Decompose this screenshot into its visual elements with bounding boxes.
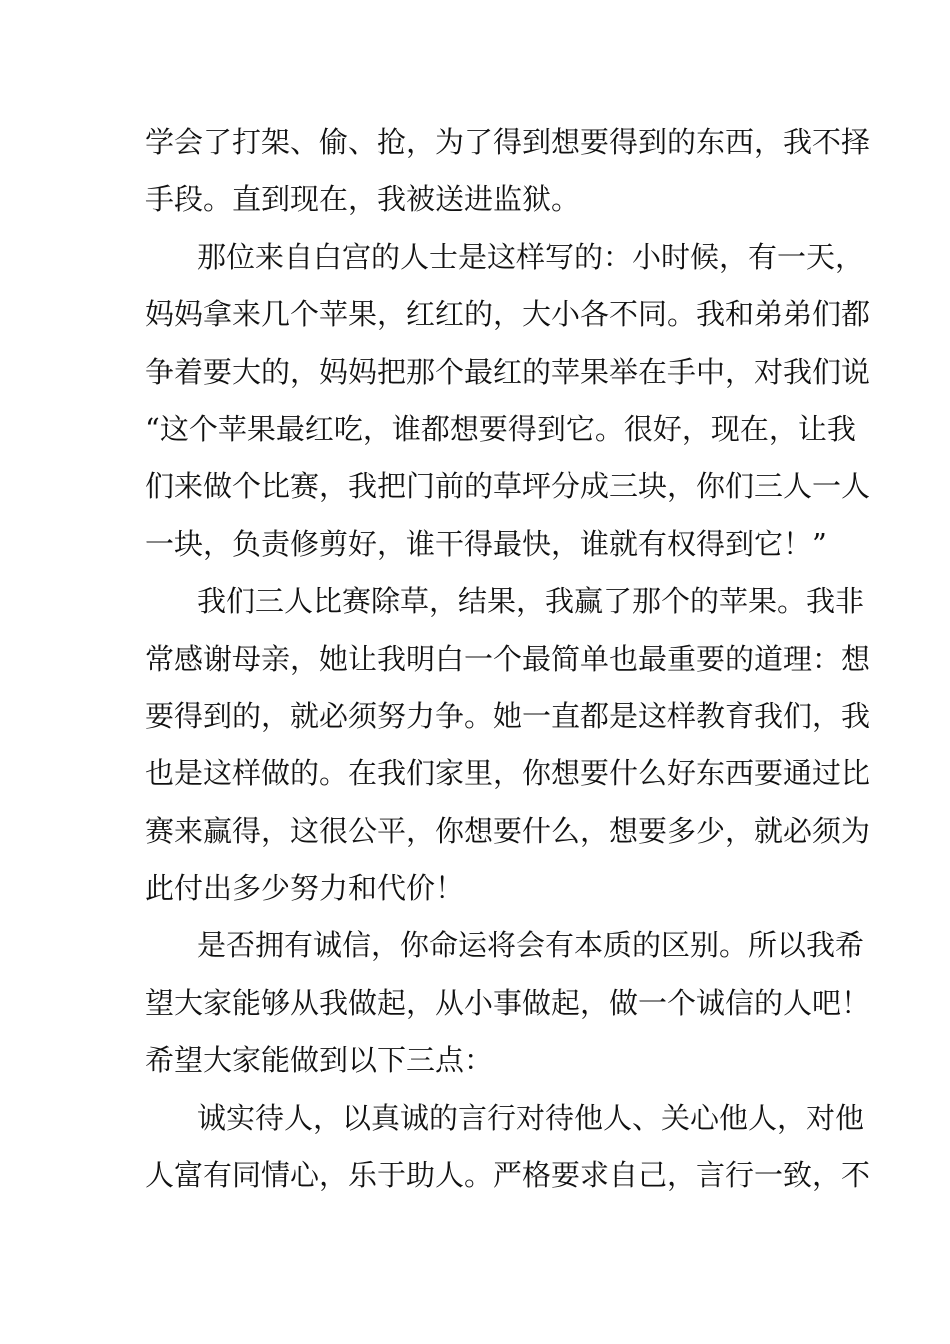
text-line: 我们三人比赛除草，结果，我赢了那个的苹果。我非 bbox=[197, 584, 865, 619]
text-line: 争着要大的，妈妈把那个最红的苹果举在手中，对我们说 bbox=[145, 354, 871, 389]
text-line: 此付出多少努力和代价！ bbox=[145, 871, 465, 906]
text-line: 那位来自白宫的人士是这样写的：小时候，有一天， bbox=[197, 239, 865, 274]
text-line: 也是这样做的。在我们家里，你想要什么好东西要通过比 bbox=[145, 756, 871, 791]
paragraph-1 bbox=[145, 114, 871, 229]
text-line: 学会了打架、偷、抢，为了得到想要得到的东西，我不择 bbox=[145, 125, 871, 159]
paragraph-2 bbox=[145, 229, 871, 573]
text-line: 希望大家能做到以下三点： bbox=[145, 1043, 494, 1078]
text-line: 常感谢母亲，她让我明白一个最简单也最重要的道理：想 bbox=[145, 641, 871, 676]
text-line: 手段。直到现在，我被送进监狱。 bbox=[145, 182, 581, 217]
text-line: 妈妈拿来几个苹果，红红的，大小各不同。我和弟弟们都 bbox=[145, 297, 871, 332]
text-line: “这个苹果最红吃，谁都想要得到它。很好，现在，让我 bbox=[145, 411, 856, 446]
text-line: 赛来赢得，这很公平，你想要什么，想要多少，就必须为 bbox=[145, 813, 871, 848]
body-text bbox=[145, 114, 871, 1204]
text-line: 望大家能够从我做起，从小事做起，做一个诚信的人吧！ bbox=[145, 985, 871, 1020]
text-line: 诚实待人，以真诚的言行对待他人、关心他人，对他 bbox=[197, 1100, 865, 1135]
paragraph-5 bbox=[145, 1090, 871, 1205]
text-line: 人富有同情心，乐于助人。严格要求自己，言行一致，不 bbox=[145, 1158, 871, 1193]
text-line: 要得到的，就必须努力争。她一直都是这样教育我们，我 bbox=[145, 698, 871, 733]
paragraph-4 bbox=[145, 917, 871, 1089]
paragraph-3 bbox=[145, 573, 871, 917]
text-line: 们来做个比赛，我把门前的草坪分成三块，你们三人一人 bbox=[145, 469, 871, 504]
text-line: 是否拥有诚信，你命运将会有本质的区别。所以我希 bbox=[197, 928, 865, 963]
text-line: 一块，负责修剪好，谁干得最快，谁就有权得到它！” bbox=[145, 526, 827, 561]
